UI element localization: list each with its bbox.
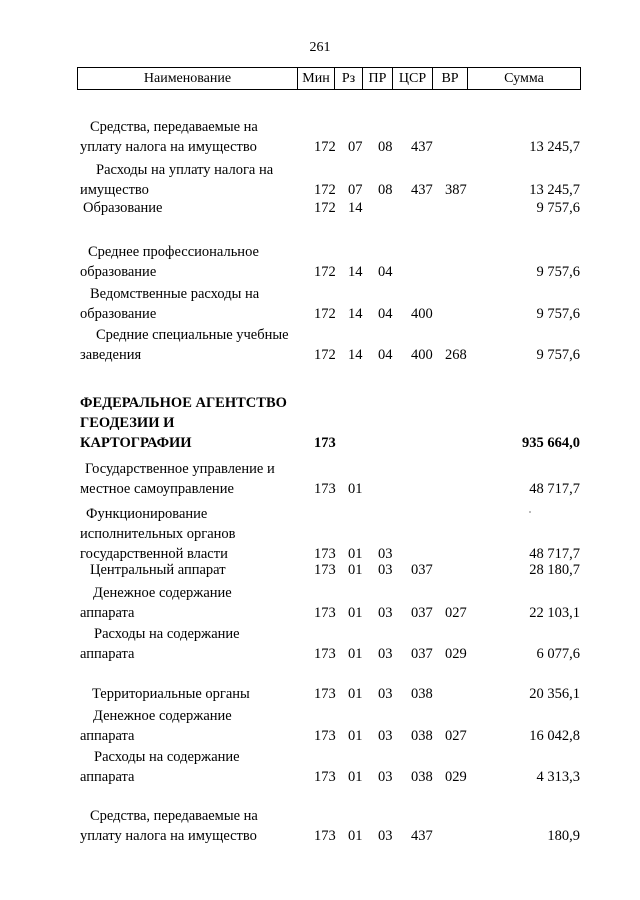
row-csr: 037 bbox=[411, 605, 433, 621]
row-sum: 48 717,7 bbox=[529, 546, 580, 562]
row-name-line: ФЕДЕРАЛЬНОЕ АГЕНТСТВО bbox=[80, 395, 287, 411]
row-rz: 01 bbox=[348, 481, 363, 497]
row-csr: 437 bbox=[411, 182, 433, 198]
row-name-line: Расходы на уплату налога на bbox=[96, 162, 274, 178]
row-sum: 13 245,7 bbox=[529, 182, 580, 198]
header-vr: ВР bbox=[432, 68, 467, 89]
row-rz: 01 bbox=[348, 546, 363, 562]
row-rz: 07 bbox=[348, 182, 363, 198]
row-name-line: ГЕОДЕЗИИ И bbox=[80, 415, 175, 431]
row-sum: 4 313,3 bbox=[536, 769, 580, 785]
row-min: 172 bbox=[314, 182, 336, 198]
row-name bbox=[80, 806, 305, 846]
row-pr: 03 bbox=[378, 605, 393, 621]
row-name bbox=[80, 583, 305, 623]
row-name-line: Расходы на содержание bbox=[94, 749, 240, 765]
row-pr: 03 bbox=[378, 728, 393, 744]
row-name-line: аппарата bbox=[80, 605, 135, 621]
row-name-line: КАРТОГРАФИИ bbox=[80, 435, 192, 451]
row-name bbox=[80, 284, 305, 324]
row-name-line: Образование bbox=[83, 200, 163, 216]
row-min: 173 bbox=[314, 686, 336, 702]
row-vr: 027 bbox=[445, 728, 467, 744]
row-vr: 268 bbox=[445, 347, 467, 363]
row-name-line: Функционирование bbox=[86, 506, 208, 522]
header-sum: Сумма bbox=[467, 68, 580, 89]
row-rz: 07 bbox=[348, 139, 363, 155]
row-sum: 9 757,6 bbox=[536, 347, 580, 363]
row-csr: 400 bbox=[411, 306, 433, 322]
row-csr: 037 bbox=[411, 646, 433, 662]
row-name-line: аппарата bbox=[80, 769, 135, 785]
row-sum: 22 103,1 bbox=[529, 605, 580, 621]
row-name bbox=[80, 624, 305, 664]
row-vr: 387 bbox=[445, 182, 467, 198]
row-min: 173 bbox=[314, 605, 336, 621]
row-vr: 029 bbox=[445, 646, 467, 662]
row-csr: 437 bbox=[411, 139, 433, 155]
row-name bbox=[80, 242, 305, 282]
row-name-line: имущество bbox=[80, 182, 149, 198]
row-min: 172 bbox=[314, 347, 336, 363]
row-name-line: уплату налога на имущество bbox=[80, 139, 257, 155]
row-name bbox=[80, 560, 305, 580]
row-name-line: аппарата bbox=[80, 646, 135, 662]
row-name bbox=[80, 747, 305, 787]
row-sum: 9 757,6 bbox=[536, 306, 580, 322]
page-number: 261 bbox=[309, 40, 331, 55]
header-name: Наименование bbox=[143, 71, 232, 86]
row-min: 173 bbox=[314, 481, 336, 497]
row-name-line: Ведомственные расходы на bbox=[90, 286, 260, 302]
row-pr: 04 bbox=[378, 347, 393, 363]
row-vr: 027 bbox=[445, 605, 467, 621]
row-vr: 029 bbox=[445, 769, 467, 785]
row-sum: 28 180,7 bbox=[529, 562, 580, 578]
row-rz: 01 bbox=[348, 769, 363, 785]
row-rz: 01 bbox=[348, 728, 363, 744]
row-min: 173 bbox=[314, 546, 336, 562]
row-pr: 03 bbox=[378, 686, 393, 702]
row-sum: 13 245,7 bbox=[529, 139, 580, 155]
row-pr: 08 bbox=[378, 139, 393, 155]
row-min: 172 bbox=[314, 264, 336, 280]
row-rz: 14 bbox=[348, 264, 363, 280]
row-pr: 04 bbox=[378, 306, 393, 322]
row-name-line: аппарата bbox=[80, 728, 135, 744]
row-rz: 14 bbox=[348, 200, 363, 216]
row-name-line: Средства, передаваемые на bbox=[90, 808, 258, 824]
row-name bbox=[80, 117, 305, 157]
header-rz: Рз bbox=[334, 68, 362, 89]
row-name-line: государственной власти bbox=[80, 546, 228, 562]
row-pr: 08 bbox=[378, 182, 393, 198]
row-name-line: уплату налога на имущество bbox=[80, 828, 257, 844]
row-sum: 6 077,6 bbox=[536, 646, 580, 662]
row-rz: 14 bbox=[348, 306, 363, 322]
row-sum: 180,9 bbox=[547, 828, 580, 844]
row-name-line: Средние специальные учебные bbox=[96, 327, 289, 343]
row-sum: 20 356,1 bbox=[529, 686, 580, 702]
row-min: 173 bbox=[314, 562, 336, 578]
row-name bbox=[80, 706, 305, 746]
row-name-line: Государственное управление и bbox=[85, 461, 275, 477]
row-min: 173 bbox=[314, 828, 336, 844]
row-sum: 16 042,8 bbox=[529, 728, 580, 744]
row-csr: 038 bbox=[411, 728, 433, 744]
row-rz: 01 bbox=[348, 646, 363, 662]
row-name-line: Центральный аппарат bbox=[90, 562, 226, 578]
row-pr: 03 bbox=[378, 769, 393, 785]
header-min: Мин bbox=[297, 68, 334, 89]
header-csr: ЦСР bbox=[392, 68, 432, 89]
row-pr: 03 bbox=[378, 562, 393, 578]
row-rz: 01 bbox=[348, 828, 363, 844]
row-rz: 14 bbox=[348, 347, 363, 363]
row-csr: 038 bbox=[411, 769, 433, 785]
row-name bbox=[80, 325, 305, 365]
row-min: 173 bbox=[314, 646, 336, 662]
row-name-line: исполнительных органов bbox=[80, 526, 236, 542]
row-name bbox=[80, 684, 305, 704]
row-name bbox=[80, 160, 305, 200]
row-sum: 9 757,6 bbox=[536, 200, 580, 216]
scan-speck bbox=[529, 511, 531, 513]
row-rz: 01 bbox=[348, 605, 363, 621]
row-min: 173 bbox=[314, 769, 336, 785]
row-name-line: Расходы на содержание bbox=[94, 626, 240, 642]
row-rz: 01 bbox=[348, 562, 363, 578]
row-sum: 9 757,6 bbox=[536, 264, 580, 280]
row-name bbox=[80, 198, 305, 218]
row-csr: 437 bbox=[411, 828, 433, 844]
row-name bbox=[80, 459, 305, 499]
row-name-line: заведения bbox=[80, 347, 142, 363]
row-name-line: Среднее профессиональное bbox=[88, 244, 259, 260]
row-name bbox=[80, 504, 305, 564]
row-min: 173 bbox=[314, 728, 336, 744]
row-csr: 400 bbox=[411, 347, 433, 363]
row-min: 173 bbox=[314, 435, 336, 451]
row-pr: 03 bbox=[378, 828, 393, 844]
row-name-line: Денежное содержание bbox=[93, 708, 232, 724]
row-min: 172 bbox=[314, 306, 336, 322]
row-min: 172 bbox=[314, 200, 336, 216]
row-sum: 935 664,0 bbox=[522, 435, 580, 451]
row-pr: 03 bbox=[378, 546, 393, 562]
row-sum: 48 717,7 bbox=[529, 481, 580, 497]
row-min: 172 bbox=[314, 139, 336, 155]
row-name-line: Денежное содержание bbox=[93, 585, 232, 601]
row-name bbox=[80, 393, 305, 453]
header-pr: ПР bbox=[362, 68, 392, 89]
row-pr: 03 bbox=[378, 646, 393, 662]
row-name-line: местное самоуправление bbox=[80, 481, 234, 497]
row-pr: 04 bbox=[378, 264, 393, 280]
row-name-line: образование bbox=[80, 264, 157, 280]
table-header bbox=[77, 67, 581, 90]
row-csr: 037 bbox=[411, 562, 433, 578]
row-csr: 038 bbox=[411, 686, 433, 702]
row-name-line: образование bbox=[80, 306, 157, 322]
row-rz: 01 bbox=[348, 686, 363, 702]
row-name-line: Средства, передаваемые на bbox=[90, 119, 258, 135]
row-name-line: Территориальные органы bbox=[92, 686, 250, 702]
